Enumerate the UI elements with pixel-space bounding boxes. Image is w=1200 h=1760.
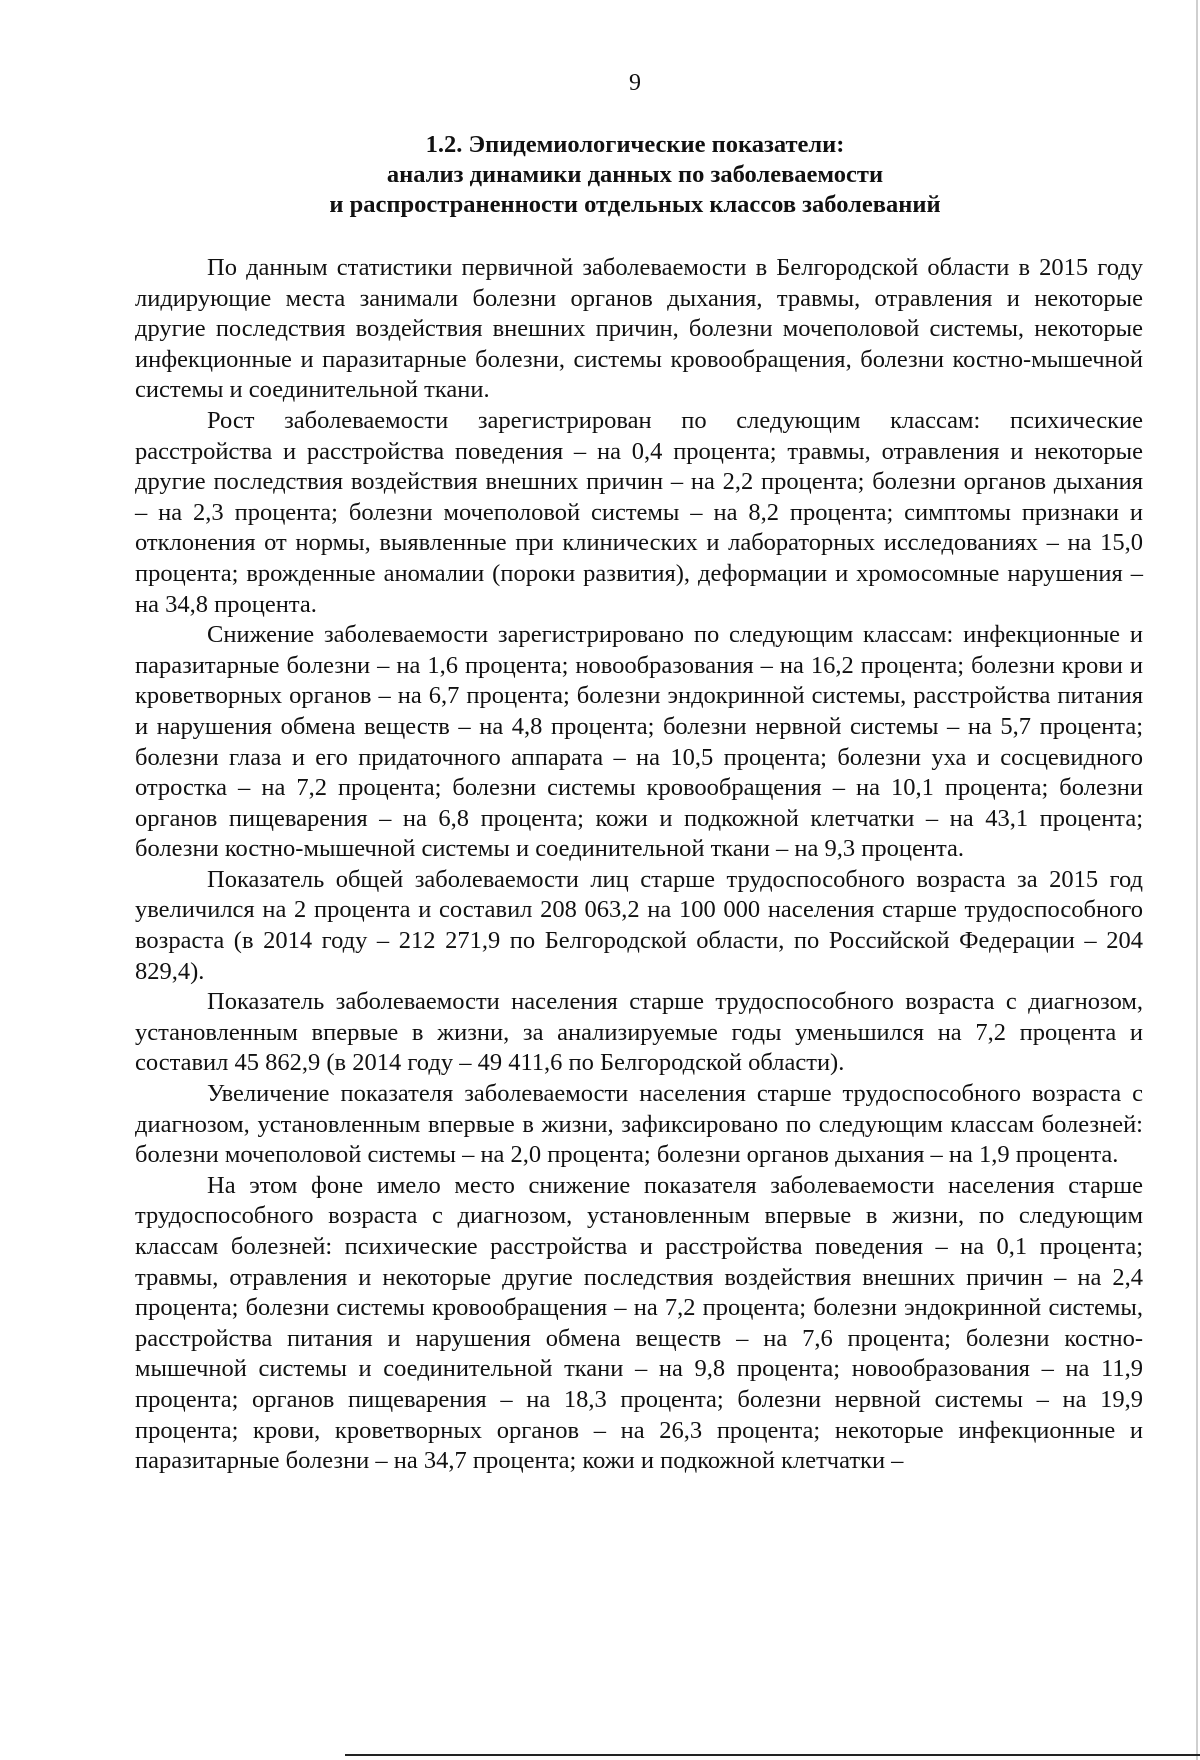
paragraph-3: Снижение заболеваемости зарегистрировано по следующим классам: инфекционные и паразитарные болезни – на 1,6 процента; новообразования – на 16,2 процента; болезни крови и кроветворных органов – на 6,7 процента; болезни эндокринной системы, расстройства питания и нарушения обмена веществ – на 4,8 процента; болезни нервной системы – на 5,7 процента; болезни глаза и его придаточного аппарата – на 10,5 процента; болезни уха и сосцевидного отростка – на 7,2 процента; болезни системы кровообращения – на 10,1 процента; болезни органов пищеварения – на 6,8 процента; кожи и подкожной клетчатки – на 43,1 процента; болезни костно-мышечной системы и соединительной ткани – на 9,3 процента. bbox=[135, 621, 1143, 863]
paragraph-7: На этом фоне имело место снижение показателя заболеваемости населения старше трудоспособного возраста с диагнозом, установленным впервые в жизни, по следующим классам болезней: психические расстройства и расстройства поведения – на 0,1 процента; травмы, отравления и некоторые другие последствия воздействия внешних причин – на 2,4 процента; болезни системы кровообращения – на 7,2 процента; болезни эндокринной системы, расстройства питания и нарушения обмена веществ – на 7,6 процента; болезни костно-мышечной системы и соединительной ткани – на 9,8 процента; новообразования – на 11,9 процента; органов пищеварения – на 18,3 процента; болезни нервной системы – на 19,9 процента; крови, кроветворных органов – на 26,3 процента; некоторые инфекционные и паразитарные болезни – на 34,7 процента; кожи и подкожной клетчатки – bbox=[135, 1171, 1143, 1475]
heading-line-1: 1.2. Эпидемиологические показатели: bbox=[425, 131, 845, 158]
scan-edge-line bbox=[1196, 0, 1198, 1760]
body-text bbox=[135, 253, 1143, 1477]
heading-line-3: и распространенности отдельных классов заболеваний bbox=[329, 191, 941, 218]
section-heading bbox=[135, 130, 1135, 220]
paragraph-6: Увеличение показателя заболеваемости населения старше трудоспособного возраста с диагнозом, установленным впервые в жизни, зафиксировано по следующим классам болезней: болезни мочеполовой системы – на 2,0 процента; болезни органов дыхания – на 1,9 процента. bbox=[135, 1080, 1143, 1169]
bottom-rule bbox=[345, 1754, 1200, 1756]
paragraph-5: Показатель заболеваемости населения старше трудоспособного возраста с диагнозом, установленным впервые в жизни, за анализируемые годы уменьшился на 7,2 процента и составил 45 862,9 (в 2014 году – 49 411,6 по Белгородской области). bbox=[135, 988, 1143, 1077]
paragraph-4: Показатель общей заболеваемости лиц старше трудоспособного возраста за 2015 год увеличился на 2 процента и составил 208 063,2 на 100 000 населения старше трудоспособного возраста (в 2014 году – 212 271,9 по Белгородской области, по Российской Федерации – 204 829,4). bbox=[135, 865, 1143, 985]
paragraph-1: По данным статистики первичной заболеваемости в Белгородской области в 2015 году лидирующие места занимали болезни органов дыхания, травмы, отравления и некоторые другие последствия воздействия внешних причин, болезни мочеполовой системы, некоторые инфекционные и паразитарные болезни, системы кровообращения, болезни костно-мышечной системы и соединительной ткани. bbox=[135, 254, 1143, 404]
page-number: 9 bbox=[629, 70, 641, 96]
heading-line-2: анализ динамики данных по заболеваемости bbox=[386, 161, 884, 188]
paragraph-2: Рост заболеваемости зарегистрирован по следующим классам: психические расстройства и расстройства поведения – на 0,4 процента; травмы, отравления и некоторые другие последствия воздействия внешних причин – на 2,2 процента; болезни органов дыхания – на 2,3 процента; болезни мочеполовой системы – на 8,2 процента; симптомы признаки и отклонения от нормы, выявленные при клинических и лабораторных исследованиях – на 15,0 процента; врожденные аномалии (пороки развития), деформации и хромосомные нарушения – на 34,8 процента. bbox=[135, 406, 1143, 618]
